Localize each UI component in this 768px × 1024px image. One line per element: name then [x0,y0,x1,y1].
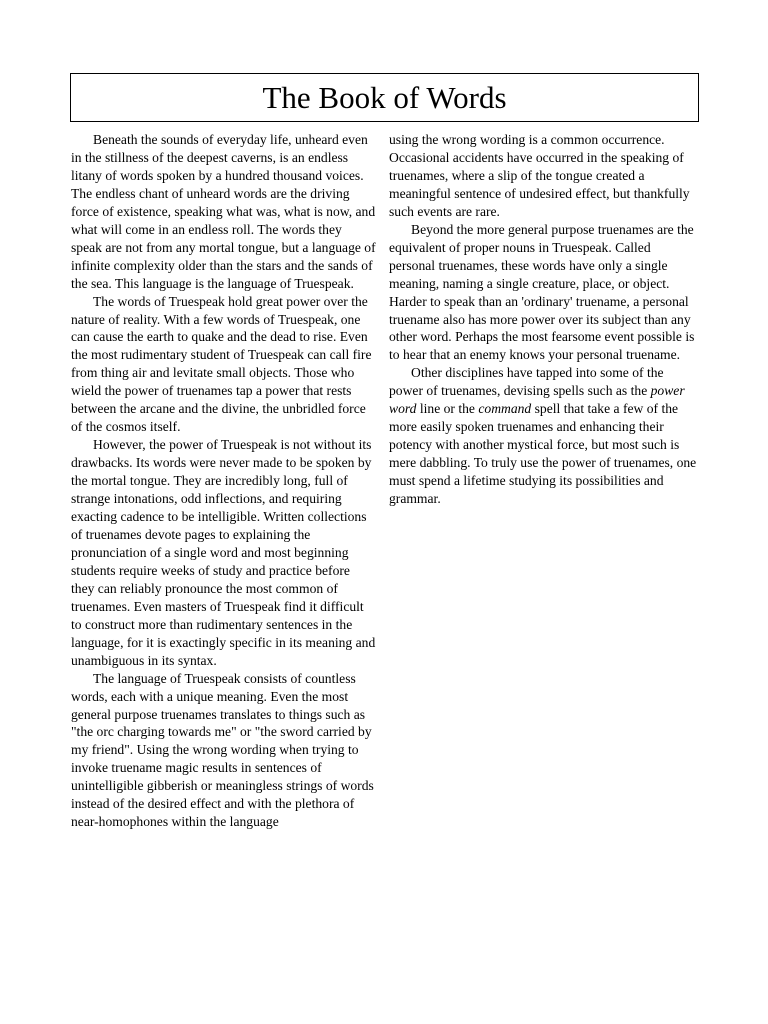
left-column [71,131,376,831]
paragraph [389,364,698,508]
paragraph: Beneath the sounds of everyday life, unheard even in the stillness of the deepest caverns, is an endless litany of words spoken by a hundred thousand voices. The endless chant of unheard words are the driving force of existence, speaking what was, what is now, and what will come in an endless roll. The words they speak are not from any mortal tongue, but a language of infinite complexity older than the stars and the sands of the sea. This language is the language of Truespeak. [71,132,376,291]
paragraph: Beyond the more general purpose truenames are the equivalent of proper nouns in Truespeak. Called personal truenames, these words have only a single meaning, naming a single creature, place, or object. Harder to speak than an 'ordinary' truename, a personal truename also has more power over its subject than any other word. Perhaps the most fearsome event possible is to hear that an enemy knows your personal truename. [389,221,695,363]
paragraph: using the wrong wording is a common occurrence. Occasional accidents have occurred in the speaking of truenames, where a slip of the tongue created a meaningful sentence of undesired effect, but thankfully such events are rare. [389,132,690,219]
spell-name-command: command [478,401,532,417]
paragraph: However, the power of Truespeak is not without its drawbacks. Its words were never made to be spoken by the mortal tongue. They are incredibly long, full of strange intonations, odd inflections, and requiring exacting cadence to be intelligible. Written collections of truenames devote pages to explaining the pronunciation of a single word and most beginning students require weeks of study and practice before they can reliably pronounce the most common of truenames. Even masters of Truespeak find it difficult to construct more than rudimentary sentences in the language, for it is exactingly specific in its meaning and unambiguous in its syntax. [71,437,376,668]
paragraph-text: spell that take a few of the more easily spoken truenames and enhancing their potency with another mystical force, but most such is mere dabbling. To truly use the power of truenames, one must spend a lifetime studying its possibilities and grammar. [389,401,697,507]
title-box [70,73,699,122]
paragraph-text: Other disciplines have tapped into some of the power of truenames, devising spells such as the [389,365,664,399]
paragraph: The words of Truespeak hold great power over the nature of reality. With a few words of Truespeak, one can cause the earth to quake and the dead to rise. Even the most rudimentary student of Truespeak can call fire from thing air and levitate small objects. Those who wield the power of truenames tap a power that rests between the arcane and the divine, the unbridled force of the cosmos itself. [71,293,372,435]
paragraph-text: line or the [416,401,479,417]
page-title: The Book of Words [262,80,507,115]
spell-name-power-word: power word [389,383,685,417]
paragraph: The language of Truespeak consists of countless words, each with a unique meaning. Even the most general purpose truenames translates to things such as "the orc charging towards me" or "the sword carried by my friend". Using the wrong wording when trying to invoke truename magic results in sentences of unintelligible gibberish or meaningless strings of words instead of the desired effect and with the plethora of near-homophones within the language [71,670,374,830]
right-column [389,131,698,508]
